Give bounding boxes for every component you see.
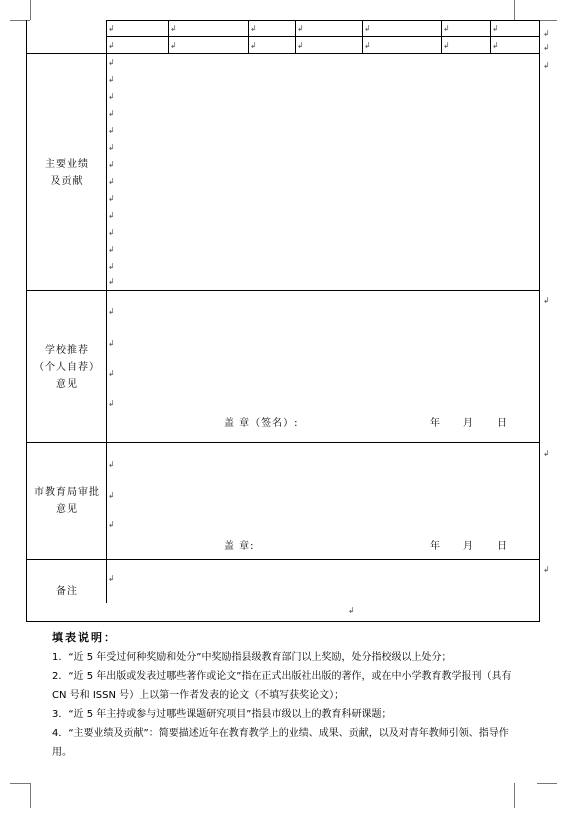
month-label: 月 [463, 541, 474, 552]
table-border [26, 559, 540, 560]
table-border [362, 20, 363, 53]
table-border [26, 53, 540, 54]
paragraph-mark: ↲ [250, 41, 257, 50]
form-instructions [52, 628, 522, 762]
paragraph-mark: ↲ [108, 339, 115, 348]
paragraph-mark: ↲ [108, 41, 115, 50]
paragraph-mark: ↲ [297, 24, 304, 33]
paragraph-mark: ↲ [443, 41, 450, 50]
day-label: 日 [497, 418, 508, 429]
label-line: 意见 [56, 504, 78, 515]
paragraph-mark: ↲ [108, 126, 115, 135]
paragraph-mark: ↲ [348, 606, 355, 615]
remarks-label: 备注 [56, 586, 78, 597]
seal-label: 盖 章: [224, 541, 255, 552]
seal-signature-label: 盖 章（签名）: [224, 418, 299, 429]
school-recommendation-label [28, 342, 106, 393]
paragraph-mark: ↲ [108, 277, 115, 286]
year-label: 年 [430, 541, 441, 552]
paragraph-mark: ↲ [108, 460, 115, 469]
table-border [490, 20, 491, 53]
label-line: 意见 [56, 379, 78, 390]
paragraph-mark: ↲ [297, 41, 304, 50]
city-bureau-review-label [28, 484, 106, 518]
table-border [168, 20, 169, 53]
paragraph-mark: ↲ [108, 245, 115, 254]
instruction-item: 2．“近 5 年出版或发表过哪些著作或论文”指在正式出版社出版的著作，或在中小学教育教学报刊（具有 CN 号和 ISSN 号）上以第一作者发表的论文（不填写获奖论文）； [52, 671, 512, 701]
paragraph-mark: ↲ [108, 228, 115, 237]
paragraph-mark: ↲ [364, 24, 371, 33]
paragraph-mark: ↲ [170, 41, 177, 50]
paragraph-mark: ↲ [108, 194, 115, 203]
table-border [106, 20, 107, 603]
paragraph-mark: ↲ [170, 24, 177, 33]
day-label: 日 [497, 541, 508, 552]
paragraph-mark: ↲ [108, 211, 115, 220]
label-line: （个人自荐） [34, 362, 100, 373]
label-line: 及贡献 [50, 176, 84, 187]
crop-mark [537, 783, 557, 784]
paragraph-mark: ↲ [108, 75, 115, 84]
label-line: 市教育局审批 [34, 487, 100, 498]
year-label: 年 [430, 418, 441, 429]
paragraph-mark: ↲ [543, 61, 550, 70]
instructions-title: 填表说明： [52, 631, 117, 644]
crop-mark [537, 20, 557, 21]
paragraph-mark: ↲ [108, 262, 115, 271]
paragraph-mark: ↲ [108, 24, 115, 33]
paragraph-mark: ↲ [108, 307, 115, 316]
main-achievements-label [28, 156, 106, 190]
paragraph-mark: ↲ [543, 296, 550, 305]
crop-mark [30, 783, 31, 808]
crop-mark [10, 783, 30, 784]
paragraph-mark: ↲ [108, 520, 115, 529]
table-border [441, 20, 442, 53]
table-border [248, 20, 249, 53]
paragraph-mark: ↲ [108, 92, 115, 101]
paragraph-mark: ↲ [108, 58, 115, 67]
paragraph-mark: ↲ [543, 565, 550, 574]
paragraph-mark: ↲ [108, 143, 115, 152]
paragraph-mark: ↲ [250, 24, 257, 33]
instruction-item: 3．“近 5 年主持或参与过哪些课题研究项目”指县市级以上的教育科研课题； [52, 709, 392, 720]
paragraph-mark: ↲ [364, 41, 371, 50]
paragraph-mark: ↲ [543, 449, 550, 458]
table-border [26, 442, 540, 443]
paragraph-mark: ↲ [443, 24, 450, 33]
table-border [26, 290, 540, 291]
crop-mark [30, 0, 31, 20]
paragraph-mark: ↲ [492, 24, 499, 33]
table-border [106, 36, 540, 37]
crop-mark [514, 783, 515, 808]
paragraph-mark: ↲ [108, 399, 115, 408]
paragraph-mark: ↲ [108, 369, 115, 378]
paragraph-mark: ↲ [108, 109, 115, 118]
paragraph-mark: ↲ [108, 491, 115, 500]
instruction-item: 1．“近 5 年受过何种奖励和处分”中奖励指县级教育部门以上奖励，处分指校级以上处分； [52, 652, 452, 663]
paragraph-mark: ↲ [492, 41, 499, 50]
instruction-item: 4．“主要业绩及贡献”：简要描述近年在教育教学上的业绩、成果、贡献，以及对青年教师引领、指导作用。 [52, 728, 509, 758]
month-label: 月 [463, 418, 474, 429]
paragraph-mark: ↲ [543, 29, 550, 38]
paragraph-mark: ↲ [543, 43, 550, 52]
paragraph-mark: ↲ [108, 574, 115, 583]
crop-mark [514, 0, 515, 20]
paragraph-mark: ↲ [108, 160, 115, 169]
table-border [106, 20, 540, 21]
table-border [295, 20, 296, 53]
label-line: 主要业绩 [45, 159, 89, 170]
label-line: 学校推荐 [45, 345, 89, 356]
paragraph-mark: ↲ [108, 177, 115, 186]
form-table [26, 20, 540, 622]
